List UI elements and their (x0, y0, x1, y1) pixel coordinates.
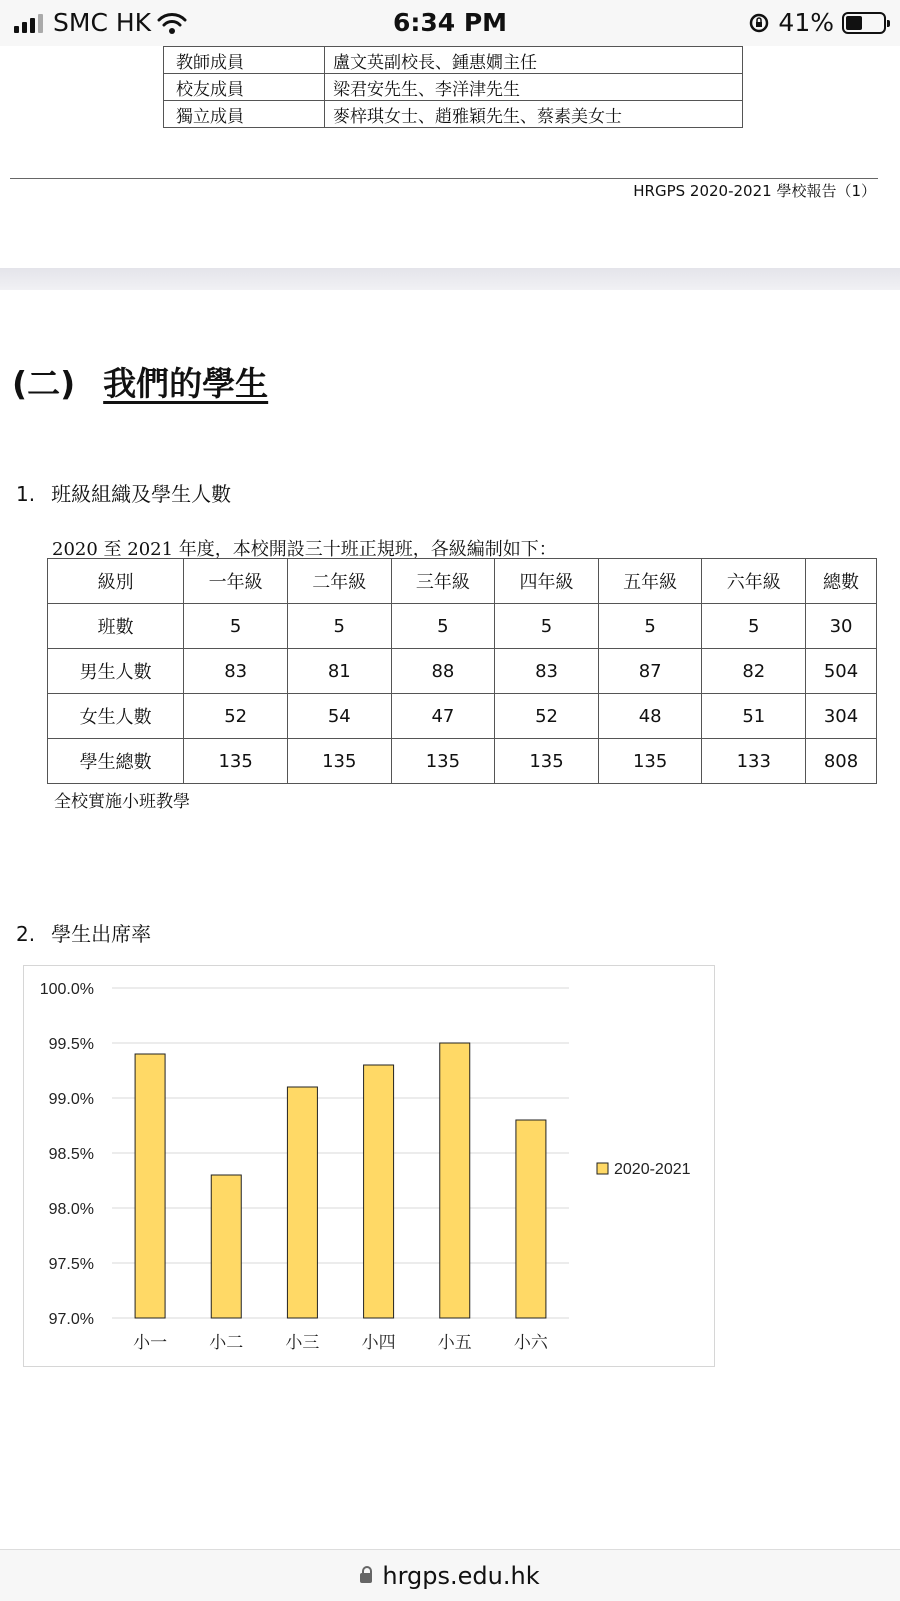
table-cell: 54 (287, 694, 391, 739)
table-cell: 48 (598, 694, 702, 739)
status-bar (0, 0, 900, 46)
members-cell: 梁君安先生、李洋津先生 (325, 74, 743, 101)
table-cell: 51 (702, 694, 806, 739)
y-tick-label: 98.0% (48, 1201, 94, 1218)
subsection-number: 1. (16, 482, 36, 506)
header-cell: 四年級 (495, 559, 599, 604)
page-break (0, 268, 900, 290)
y-tick-label: 100.0% (39, 981, 94, 998)
bar (287, 1087, 317, 1318)
subsection-2-title (16, 918, 151, 947)
row-label: 班數 (48, 604, 184, 649)
committee-table (163, 46, 743, 128)
x-tick-label: 小二 (209, 1333, 244, 1353)
role-cell: 獨立成員 (164, 101, 325, 128)
header-cell: 二年級 (287, 559, 391, 604)
table-cell: 135 (391, 739, 495, 784)
x-tick-label: 小五 (437, 1333, 472, 1353)
subsection-heading: 班級組織及學生人數 (51, 482, 232, 506)
members-cell: 麥梓琪女士、趙雅穎先生、蔡素美女士 (325, 101, 743, 128)
header-cell: 五年級 (598, 559, 702, 604)
row-label: 學生總數 (48, 739, 184, 784)
table-cell: 88 (391, 649, 495, 694)
bar (135, 1054, 165, 1318)
table-header-row (48, 559, 877, 604)
table-cell: 504 (806, 649, 877, 694)
table-cell: 135 (184, 739, 288, 784)
table-cell: 47 (391, 694, 495, 739)
x-tick-label: 小三 (285, 1333, 320, 1353)
table-row (164, 101, 743, 128)
lock-icon (360, 1573, 372, 1583)
page-divider (10, 178, 878, 179)
table-cell: 304 (806, 694, 877, 739)
carrier-label: SMC HK (53, 8, 152, 37)
table-cell: 808 (806, 739, 877, 784)
table-cell: 5 (495, 604, 599, 649)
y-tick-label: 97.0% (48, 1311, 94, 1328)
header-cell: 三年級 (391, 559, 495, 604)
role-cell: 校友成員 (164, 74, 325, 101)
x-tick-label: 小四 (361, 1333, 396, 1353)
section-title (12, 358, 268, 405)
header-cell: 級別 (48, 559, 184, 604)
table-cell: 52 (184, 694, 288, 739)
legend-swatch (597, 1163, 608, 1174)
table-cell: 83 (495, 649, 599, 694)
header-cell: 六年級 (702, 559, 806, 604)
status-right (748, 8, 886, 37)
table-cell: 5 (287, 604, 391, 649)
table-cell: 135 (495, 739, 599, 784)
table-row (48, 604, 877, 649)
subsection-heading: 學生出席率 (51, 922, 152, 946)
battery-percent: 41% (778, 8, 834, 37)
role-cell: 教師成員 (164, 47, 325, 74)
clock: 6:34 PM (392, 8, 508, 37)
y-tick-label: 97.5% (48, 1256, 94, 1273)
bar (440, 1043, 470, 1318)
orientation-lock-icon (748, 12, 770, 34)
section-number: (二) (12, 364, 76, 403)
table-row (48, 649, 877, 694)
row-label: 女生人數 (48, 694, 184, 739)
url-display[interactable] (0, 1562, 900, 1590)
subsection-1-title (16, 478, 231, 507)
bar (211, 1175, 241, 1318)
table-cell: 5 (702, 604, 806, 649)
table-row (164, 74, 743, 101)
x-tick-label: 小一 (133, 1333, 168, 1353)
subsection-number: 2. (16, 922, 36, 946)
table-cell: 52 (495, 694, 599, 739)
table-cell: 5 (598, 604, 702, 649)
members-cell: 盧文英副校長、鍾惠嫺主任 (325, 47, 743, 74)
table-cell: 83 (184, 649, 288, 694)
table-cell: 135 (287, 739, 391, 784)
table-cell: 135 (598, 739, 702, 784)
table-cell: 5 (391, 604, 495, 649)
row-label: 男生人數 (48, 649, 184, 694)
table-cell: 30 (806, 604, 877, 649)
y-tick-label: 99.5% (48, 1036, 94, 1053)
bar (516, 1120, 546, 1318)
url-bar[interactable] (0, 1549, 900, 1601)
class-table (47, 558, 877, 784)
table-note: 全校實施小班教學 (54, 792, 190, 812)
table-cell: 81 (287, 649, 391, 694)
attendance-chart-svg (24, 966, 716, 1368)
table-cell: 133 (702, 739, 806, 784)
intro-text: 2020 至 2021 年度，本校開設三十班正規班，各級編制如下： (52, 539, 557, 560)
page-footer: HRGPS 2020-2021 學校報告（1） (633, 182, 876, 200)
y-tick-label: 98.5% (48, 1146, 94, 1163)
table-row (164, 47, 743, 74)
bar (364, 1065, 394, 1318)
table-cell: 5 (184, 604, 288, 649)
x-tick-label: 小六 (513, 1333, 548, 1353)
header-cell: 一年級 (184, 559, 288, 604)
table-row (48, 694, 877, 739)
table-row (48, 739, 877, 784)
legend-label: 2020-2021 (614, 1161, 691, 1178)
header-cell: 總數 (806, 559, 877, 604)
table-cell: 82 (702, 649, 806, 694)
table-cell: 87 (598, 649, 702, 694)
battery-icon (842, 12, 886, 34)
section-heading: 我們的學生 (103, 364, 269, 403)
y-tick-label: 99.0% (48, 1091, 94, 1108)
attendance-chart (23, 965, 715, 1367)
url-text: hrgps.edu.hk (382, 1562, 540, 1590)
